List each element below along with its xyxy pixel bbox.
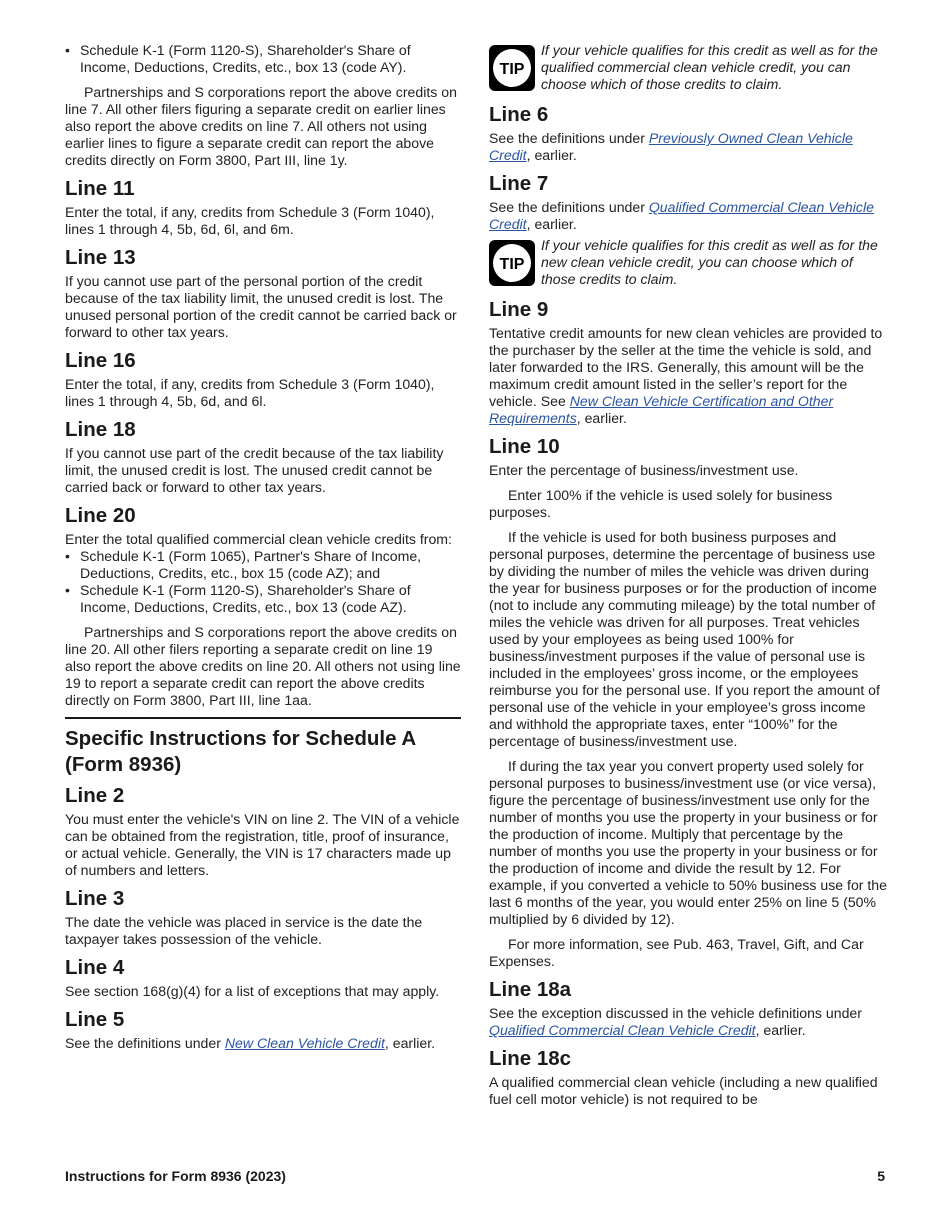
heading-line-11: Line 11 bbox=[65, 177, 135, 200]
paragraph: If you cannot use part of the personal portion of the credit because of the tax liability limit, the unused credit is lost. The unused personal portion of the credit cannot be carried back or forward to other tax years. bbox=[65, 273, 457, 340]
paragraph: If you cannot use part of the credit because of the tax liability limit, the unused credit is lost. The unused credit cannot be carried back or forward to other tax years. bbox=[65, 445, 444, 495]
heading-line-18a: Line 18a bbox=[489, 978, 572, 1001]
new-clean-vehicle-credit-link[interactable]: New Clean Vehicle Credit bbox=[224, 1035, 385, 1051]
list-item: • Schedule K-1 (Form 1120-S), Shareholder's Share of Income, Deductions, Credits, etc., box 13 (code AY). bbox=[65, 42, 411, 75]
paragraph: See the definitions under Previously Owned Clean Vehicle Credit, earlier. bbox=[489, 130, 853, 163]
footer-title: Instructions for Form 8936 (2023) bbox=[65, 1168, 286, 1184]
paragraph: Enter the total qualified commercial clean vehicle credits from: bbox=[65, 531, 452, 547]
tip-box bbox=[489, 237, 887, 288]
paragraph: For more information, see Pub. 463, Travel, Gift, and Car Expenses. bbox=[489, 936, 864, 969]
tip-text: If your vehicle qualifies for this credit as well as for the qualified commercial clean vehicle credit, you can choose which of those credits to claim. bbox=[541, 42, 878, 92]
tip-label: TIP bbox=[499, 256, 525, 273]
qualified-commercial-clean-vehicle-credit-link[interactable]: Qualified Commercial Clean Vehicle Credit bbox=[489, 199, 874, 232]
tip-text: If your vehicle qualifies for this credit as well as for the new clean vehicle credit, you can choose which of those credits to claim. bbox=[541, 237, 878, 287]
heading-line-7: Line 7 bbox=[489, 172, 549, 195]
left-column bbox=[65, 42, 461, 1060]
paragraph: If during the tax year you convert property used solely for personal purposes to business/investment use (or vice versa), figure the percentage of business/investment use only for the number of months you use the property in your business or for the production of income. Multiply that percentage by the number of months you use the property in your business or for the production of income and divide the result by 12. For example, if you converted a vehicle to 50% business use for the last 6 months of the year, you would enter 25% on line 5 (50% multiplied by 6 divided by 12). bbox=[489, 758, 887, 927]
paragraph: The date the vehicle was placed in service is the date the taxpayer takes possession of the vehicle. bbox=[65, 914, 423, 947]
heading-line-13: Line 13 bbox=[65, 246, 136, 269]
paragraph: You must enter the vehicle's VIN on line 2. The VIN of a vehicle can be obtained from the registration, title, proof of insurance, or actual vehicle. Generally, the VIN is 17 characters made up of numbers and letters. bbox=[65, 811, 460, 878]
heading-line-16: Line 16 bbox=[65, 349, 136, 372]
paragraph: See section 168(g)(4) for a list of exceptions that may apply. bbox=[65, 983, 440, 999]
previously-owned-clean-vehicle-credit-link[interactable]: Previously Owned Clean Vehicle Credit bbox=[489, 130, 853, 163]
new-clean-vehicle-certification-link[interactable]: New Clean Vehicle Certification and Other Requirements bbox=[489, 393, 834, 426]
section-divider bbox=[65, 717, 461, 719]
heading-line-20: Line 20 bbox=[65, 504, 136, 527]
tip-icon bbox=[489, 240, 535, 286]
heading-line-9: Line 9 bbox=[489, 298, 549, 321]
right-column bbox=[489, 42, 887, 1116]
list-item: • Schedule K-1 (Form 1120-S), Shareholder's Share of Income, Deductions, Credits, etc., box 13 (code AZ). bbox=[65, 582, 411, 615]
heading-line-18c: Line 18c bbox=[489, 1047, 572, 1070]
heading-line-2: Line 2 bbox=[65, 784, 125, 807]
heading-line-5: Line 5 bbox=[65, 1008, 125, 1031]
paragraph: Enter the total, if any, credits from Schedule 3 (Form 1040), lines 1 through 4, 5b, 6d, 6l, and 6m. bbox=[65, 204, 435, 237]
list-item: • Schedule K-1 (Form 1065), Partner's Share of Income, Deductions, Credits, etc., box 15 (code AZ); and bbox=[65, 548, 422, 581]
paragraph: Tentative credit amounts for new clean vehicles are provided to the purchaser by the seller at the time the vehicle is sold, and later forwarded to the IRS. Generally, this amount will be the maximum credit amount listed in the seller’s report for the vehicle. See New Clean Vehicle Certification and Other Requirements, earlier. bbox=[489, 325, 883, 426]
paragraph: Partnerships and S corporations report the above credits on line 20. All other filers reporting a separate credit on line 19 also report the above credits on line 20. All others not using line 19 to report a separate credit can report the above credits directly on Form 3800, Part III, line 1aa. bbox=[65, 624, 461, 708]
heading-line-18: Line 18 bbox=[65, 418, 136, 441]
section-title: Specific Instructions for Schedule A (Form 8936) bbox=[65, 727, 416, 776]
tip-label: TIP bbox=[499, 61, 525, 78]
paragraph: A qualified commercial clean vehicle (including a new qualified fuel cell motor vehicle) is not required to be bbox=[489, 1074, 878, 1107]
heading-line-4: Line 4 bbox=[65, 956, 125, 979]
paragraph: See the definitions under Qualified Commercial Clean Vehicle Credit, earlier. bbox=[489, 199, 874, 232]
paragraph: See the definitions under New Clean Vehicle Credit, earlier. bbox=[65, 1035, 436, 1051]
page-number: 5 bbox=[877, 1168, 885, 1184]
heading-line-6: Line 6 bbox=[489, 103, 549, 126]
qualified-commercial-clean-vehicle-credit-link[interactable]: Qualified Commercial Clean Vehicle Credit bbox=[489, 1022, 756, 1038]
paragraph: If the vehicle is used for both business purposes and personal purposes, determine the percentage of business use by dividing the number of miles the vehicle was driven during the year for business purposes or for the production of income (not to include any commuting mileage) by the total number of miles the vehicle was driven for all purposes. Treat vehicles used by your employees as being used 100% for business/investment purposes if the value of personal use is included in the employees’ gross income, or the employees reimburse you for the personal use. If you report the amount of personal use of the vehicle in your employee’s gross income and withhold the appropriate taxes, enter “100%” for the percentage of business/investment use. bbox=[489, 529, 880, 749]
paragraph: Partnerships and S corporations report the above credits on line 7. All other filers figuring a separate credit on earlier lines also report the above credits on line 7. All others not using earlier lines to figure a separate credit can report the above credits directly on Form 3800, Part III, line 1y. bbox=[65, 84, 457, 168]
paragraph: Enter 100% if the vehicle is used solely for business purposes. bbox=[489, 487, 833, 520]
paragraph: Enter the total, if any, credits from Schedule 3 (Form 1040), lines 1 through 4, 5b, 6d, and 6l. bbox=[65, 376, 435, 409]
tip-box bbox=[489, 42, 887, 93]
paragraph: Enter the percentage of business/investment use. bbox=[489, 462, 799, 478]
paragraph: See the exception discussed in the vehicle definitions under Qualified Commercial Clean Vehicle Credit, earlier. bbox=[489, 1005, 862, 1038]
heading-line-10: Line 10 bbox=[489, 435, 560, 458]
tip-icon bbox=[489, 45, 535, 91]
heading-line-3: Line 3 bbox=[65, 887, 125, 910]
